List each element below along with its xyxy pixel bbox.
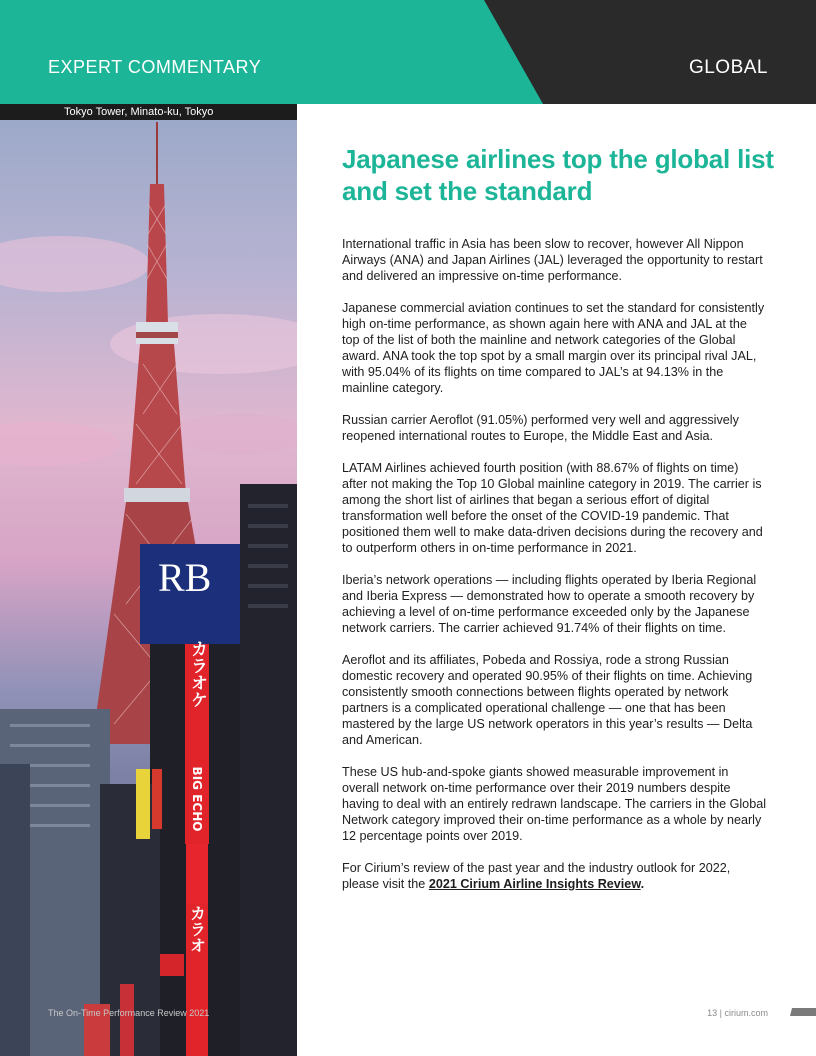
article-body — [342, 236, 766, 908]
tokyo-tower-photo — [0, 104, 297, 1056]
paragraph: Iberia’s network operations — including flights operated by Iberia Regional and Iberia Express — demonstrated how to operate a smooth recovery by achieving a level of on-time performance exceeded only by the Japanese network carriers. The carrier achieved 91.74% of their flights on time. — [342, 573, 757, 635]
article-title: Japanese airlines top the global list and set the standard — [342, 144, 774, 206]
paragraph: Russian carrier Aeroflot (91.05%) performed very well and aggressively reopened international routes to Europe, the Middle East and Asia. — [342, 413, 739, 443]
svg-text:カラオ: カラオ — [187, 905, 207, 953]
photo-caption: Tokyo Tower, Minato-ku, Tokyo — [0, 104, 297, 120]
paragraph: Japanese commercial aviation continues to set the standard for consistently high on-time performance, as shown again here with ANA and JAL at the top of the list of both the mainline and network categories of the Global award. ANA took the top spot by a small margin over its principal rival JAL, with 95.04% of its flights on time compared to JAL’s at 94.13% in the mainline category. — [342, 301, 765, 395]
footer-page-number: 13 | cirium.com — [707, 1008, 768, 1018]
paragraph: LATAM Airlines achieved fourth position (with 88.67% of flights on time) after not making the Top 10 Global mainline category in 2019. The carrier is among the short list of airlines that began a serious effort of digital transformation well before the onset of the COVID-19 pandemic. That positioned them well to make data-driven decisions during the recovery and to outperform others in on-time performance in 2021. — [342, 461, 763, 555]
section-label: EXPERT COMMENTARY — [48, 57, 262, 77]
page-header — [0, 0, 816, 104]
region-label: GLOBAL — [688, 57, 768, 78]
header-teal-band — [0, 0, 816, 104]
svg-text:RB: RB — [158, 555, 212, 600]
svg-text:カラオケ: カラオケ — [187, 640, 207, 708]
closing-paragraph — [342, 860, 766, 892]
footer-tab-mark — [790, 1008, 816, 1016]
paragraph: These US hub-and-spoke giants showed measurable improvement in overall network on-time performance over their 2019 numbers despite having to deal with an entirely redrawn landscape. The carriers in the Global Network category improved their on-time performance as a whole by nearly 12 percentage points over 2019. — [342, 765, 766, 843]
paragraph: Aeroflot and its affiliates, Pobeda and Rossiya, rode a strong Russian domestic recovery and operated 90.95% of their flights on time. Achieving consistently smooth connections between flights operated by network partners is a complicated operational challenge — one that has been mastered by the large US network operators in this year’s results — Delta and American. — [342, 653, 753, 747]
insights-review-link[interactable]: 2021 Cirium Airline Insights Review — [428, 877, 641, 891]
closing-period: . — [640, 877, 645, 891]
svg-text:BIG ECHO: BIG ECHO — [190, 766, 204, 832]
footer-publication: The On-Time Performance Review 2021 — [48, 1008, 210, 1018]
paragraph: International traffic in Asia has been slow to recover, however All Nippon Airways (ANA) and Japan Airlines (JAL) leveraged the opportunity to restart and delivered an impressive on-time performance. — [342, 237, 763, 283]
closing-text: For Cirium’s review of the past year and the industry outlook for 2022, please visit the — [342, 861, 731, 891]
